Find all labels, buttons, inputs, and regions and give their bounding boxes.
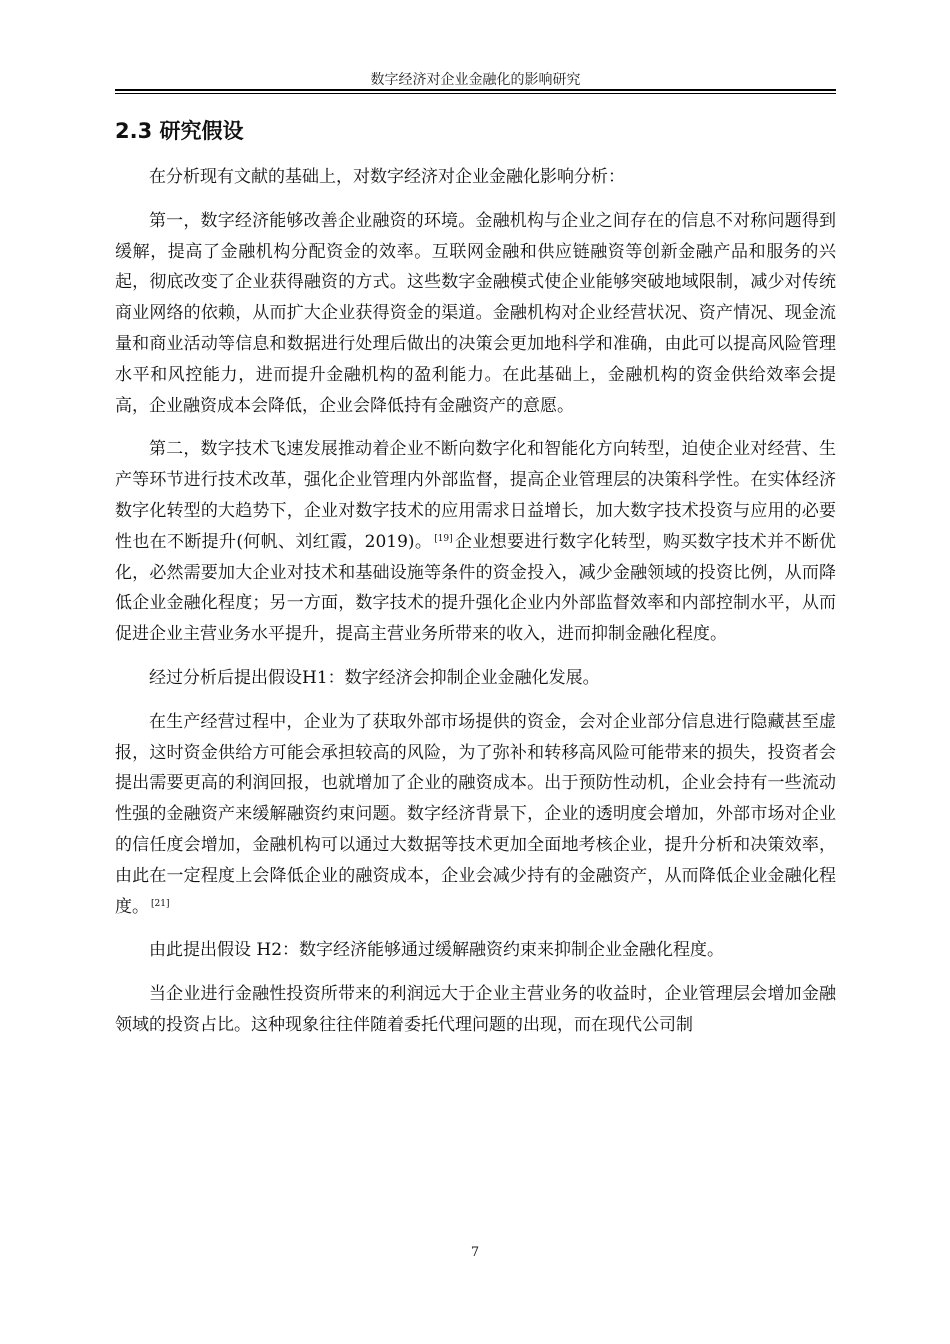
running-header-title: 数字经济对企业金融化的影响研究 xyxy=(370,72,581,88)
paragraph-first-point: 第一，数字经济能够改善企业融资的环境。金融机构与企业之间存在的信息不对称问题得到缓解，提高了金融机构分配资金的效率。互联网金融和供应链融资等创新金融产品和服务的兴起，彻底改变了企业获得融资的方式。这些数字金融模式使企业能够突破地域限制，减少对传统商业网络的依赖，从而扩大企业获得资金的渠道。金融机构对企业经营状况、资产情况、现金流量和商业活动等信息和数据进行处理后做出的决策会更加地科学和准确，由此可以提高风险管理水平和风控能力，进而提升金融机构的盈利能力。在此基础上，金融机构的资金供给效率会提高，企业融资成本会降低，企业会降低持有金融资产的意愿。 xyxy=(115,210,836,416)
citation-19: [19] xyxy=(434,533,453,544)
header-rule-thin xyxy=(115,93,836,94)
paragraph-second-point-text-a: 第二，数字技术飞速发展推动着企业不断向数字化和智能化方向转型，迫使企业对经营、生产等环节进行技术改革，强化企业管理内外部监督，提高企业管理层的决策科学性。在实体经济数字化转型的大趋势下，企业对数字技术的应用需求日益增长，加大数字技术投资与应用的必要性也在不断提升(何帆、刘红霞，2019)。 xyxy=(115,439,836,552)
page-number: 7 xyxy=(470,1245,480,1260)
paragraph-second-point-text-b: 企业想要进行数字化转型，购买数字技术并不断优化，必然需要加大企业对技术和基础设施等条件的资金投入，减少金融领域的投资比例，从而降低企业金融化程度；另一方面，数字技术的提升强化企业内外部监督效率和内部控制水平，从而促进企业主营业务水平提升，提高主营业务所带来的收入，进而抑制金融化程度。 xyxy=(115,531,836,645)
header-rule-thick xyxy=(115,89,836,91)
section-heading: 2.3 研究假设 xyxy=(115,119,244,143)
paragraph-intro: 在分析现有文献的基础上，对数字经济对企业金融化影响分析： xyxy=(149,167,625,187)
paragraph-hypothesis-h1: 经过分析后提出假设H1：数字经济会抑制企业金融化发展。 xyxy=(149,667,600,688)
page-body xyxy=(115,116,836,1054)
paragraph-second-point xyxy=(115,434,836,650)
citation-21: [21] xyxy=(151,898,170,909)
paragraph-agency-problem: 当企业进行金融性投资所带来的利润远大于企业主营业务的收益时，企业管理层会增加金融领域的投资占比。这种现象往往伴随着委托代理问题的出现，而在现代公司制 xyxy=(115,984,836,1035)
paragraph-financing-constraint xyxy=(115,707,836,923)
paragraph-hypothesis-h2: 由此提出假设 H2：数字经济能够通过缓解融资约束来抑制企业金融化程度。 xyxy=(149,940,725,961)
paragraph-financing-constraint-text: 在生产经营过程中，企业为了获取外部市场提供的资金，会对企业部分信息进行隐藏甚至虚报，这时资金供给方可能会承担较高的风险，为了弥补和转移高风险可能带来的损失，投资者会提出需要更高的利润回报，也就增加了企业的融资成本。出于预防性动机，企业会持有一些流动性强的金融资产来缓解融资约束问题。数字经济背景下，企业的透明度会增加，外部市场对企业的信任度会增加，金融机构可以通过大数据等技术更加全面地考核企业，提升分析和决策效率，由此在一定程度上会降低企业的融资成本，企业会减少持有的金融资产，从而降低企业金融化程度。 xyxy=(115,711,836,917)
